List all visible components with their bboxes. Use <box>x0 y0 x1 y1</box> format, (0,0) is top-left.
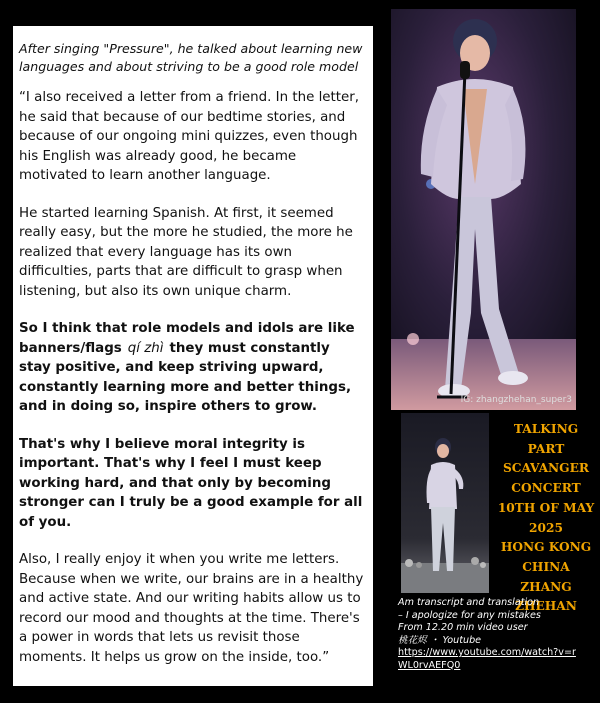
role-models-text-b: they must constantly stay positive, and keep striving upward, constantly learning more and better things, and in doing so, inspire others to grow. <box>19 340 352 414</box>
title-line: CHINA <box>522 559 570 574</box>
title-line: CONCERT <box>511 481 581 496</box>
title-line: 10TH OF MAY <box>497 500 595 515</box>
intro-text: After singing "Pressure", he talked about learning new languages and about striving to be a good role model <box>19 41 363 74</box>
title-line: HONG KONG <box>500 540 592 555</box>
concert-photo-large <box>391 9 576 410</box>
credits-line: Am transcript and translation <box>398 597 540 608</box>
pinyin-qizhi: qí zhì <box>127 340 164 356</box>
youtube-link-continued[interactable]: WL0rvAEFQ0 <box>398 659 461 671</box>
paragraph-role-models <box>19 319 365 417</box>
title-line: ZHANG <box>520 579 572 594</box>
concert-photo-small <box>401 413 489 593</box>
translation-credits <box>398 597 598 672</box>
title-line: TALKING <box>513 422 579 436</box>
paragraph-letters: Also, I really enjoy it when you write me letters. Because when we write, our brains are in a healthy and active state. And our writing habits allow us to record our mood and thoughts at the time. There's a power in words that lets us revisit those moments. It helps us grow on the inside, too.” <box>19 552 364 665</box>
role-models-text-a: So I think that role models and idols are like banners/flags <box>19 321 355 356</box>
paragraph-spanish: He started learning Spanish. At first, it seemed really easy, but the more he studied, the more he realized that every language has its own difficulties, parts that are difficult to grasp when listening, but also its own unique charm. <box>19 205 353 299</box>
credits-line: 桃花烬 ・ Youtube <box>398 634 482 646</box>
photo-credit: IG: zhangzhehan_super3 <box>460 395 572 405</box>
transcript-panel <box>13 26 373 686</box>
credits-line: From 12.20 min video user <box>398 622 528 633</box>
performer-microphone-image <box>391 9 576 410</box>
youtube-link[interactable]: https://www.youtube.com/watch?v=r <box>398 647 576 658</box>
title-line: ZHEHAN <box>515 599 577 614</box>
title-line: 2025 <box>529 520 563 535</box>
performer-stage-image <box>401 413 489 593</box>
title-line: PART <box>527 441 565 456</box>
paragraph-letter: “I also received a letter from a friend. In the letter, he said that because of our bedtime stories, and because of our ongoing mini quizzes, even though his English was already good, he became motivated to learn another language. <box>19 90 360 183</box>
credits-line: – I apologize for any mistakes <box>398 609 541 621</box>
title-line: SCAVANGER <box>502 461 589 476</box>
paragraph-integrity: That's why I believe moral integrity is important. That's why I feel I must keep working hard, and that only by becoming stronger can I truly be a good example for all of you. <box>19 436 363 530</box>
event-title <box>496 420 596 617</box>
